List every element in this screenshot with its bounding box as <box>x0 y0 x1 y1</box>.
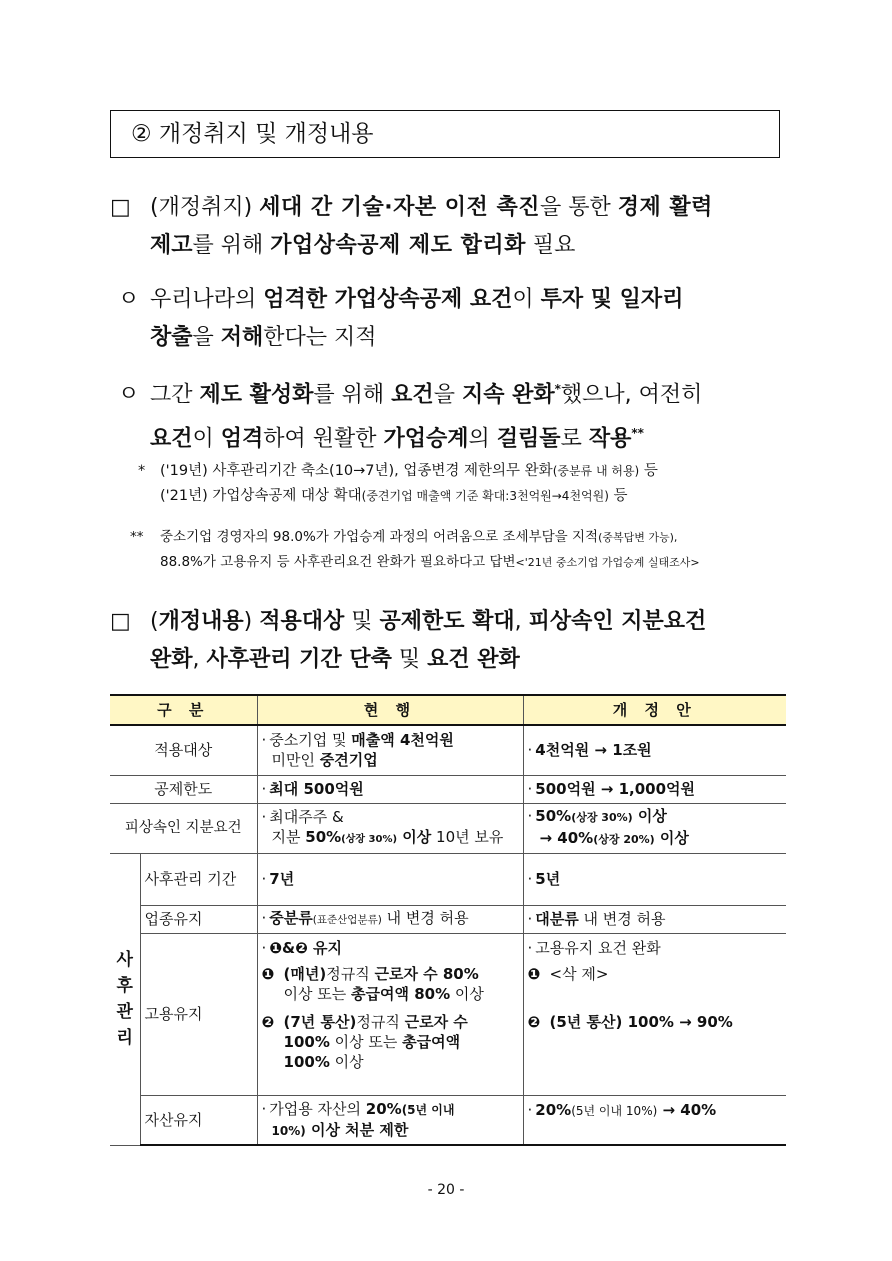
table-header-row <box>110 695 786 725</box>
purpose-tag: 개정취지 <box>158 195 244 220</box>
table-row: 업종유지 · 중분류(표준산업분류) 내 변경 허용 · 대분류 내 변경 허용 <box>110 905 786 933</box>
circle-bullet: ㅇ <box>118 287 140 312</box>
checkbox-bullet: □ <box>110 195 131 220</box>
checkbox-bullet: □ <box>110 609 131 634</box>
circle-bullet: ㅇ <box>118 382 140 408</box>
table-row: 피상속인 지분요건 · 최대주주 & 지분 50%(상장 30%) 이상 10년 보유 · 50%(상장 30%) 이상 → 40%(상장 20%) 이상 <box>110 803 786 853</box>
page-number: - 20 - <box>427 1182 465 1198</box>
footnote-2: ** 중소기업 경영자의 98.0%가 가업승계 과정의 어려움으로 조세부담을 지적(중복답변 가능), 88.8%가 고용유지 등 사후관리요건 완화가 필요하다고 답변<'21년 중소기업 가업승계 실태조사> <box>130 529 700 570</box>
table-row: 공제한도 · 최대 500억원 · 500억원 → 1,000억원 <box>110 775 786 803</box>
footnote-1: * ('19년) 사후관리기간 축소(10→7년), 업종변경 제한의무 완화(중분류 내 허용) 등 ('21년) 가업상속공제 대상 확대(중견기업 매출액 기준 확대:3천억원→4천억원) 등 <box>138 463 658 504</box>
table-row: 적용대상 · 중소기업 및 매출액 4천억원 미만인 중견기업 · 4천억원 → 1조원 <box>110 725 786 775</box>
table-row: 자산유지 · 가업용 자산의 20%(5년 이내 10%) 이상 처분 제한 · 20%(5년 이내 10%) → 40% <box>110 1095 786 1145</box>
comparison-table <box>110 694 786 1146</box>
section-heading: ② 개정취지 및 개정내용 <box>131 121 374 147</box>
side-label: 사후관리 <box>116 950 133 1048</box>
side-label-cell <box>110 853 140 1145</box>
header-current: 현 행 <box>257 695 523 725</box>
background-paragraph: ㅇ 그간 제도 활성화를 위해 요건을 지속 완화*했으나, 여전히 요건이 엄격하여 원활한 가업승계의 걸림돌로 작용** <box>118 370 808 459</box>
table-row: 고용유지 · ❶&❷ 유지 ❶ (매년)정규직 근로자 수 80% 이상 또는 총급여액 80% 이상 ❷ (7년 통산)정규직 근로자 수 100% 이상 또는 총급여액 100% 이상 · 고용유지 요건 완화 ❶ <삭 제> ❷ (5년 통산) 100% → 90% <box>110 933 786 1095</box>
amendment-tag: 개정내용 <box>158 609 244 634</box>
header-proposed: 개 정 안 <box>523 695 786 725</box>
header-category: 구 분 <box>110 695 257 725</box>
section-heading-box <box>110 110 780 158</box>
criticism-paragraph: ㅇ 우리나라의 엄격한 가업상속공제 요건이 투자 및 일자리 창출을 저해한다는 지적 <box>118 281 808 357</box>
purpose-paragraph: □ (개정취지) 세대 간 기술·자본 이전 촉진을 통한 경제 활력 제고를 위해 가업상속공제 제도 합리화 필요 <box>110 189 800 265</box>
amendment-paragraph: □ (개정내용) 적용대상 및 공제한도 확대, 피상속인 지분요건 완화, 사후관리 기간 단축 및 요건 완화 <box>110 603 800 679</box>
table-row: 사후관리 사후관리 기간 · 7년 · 5년 <box>110 853 786 905</box>
